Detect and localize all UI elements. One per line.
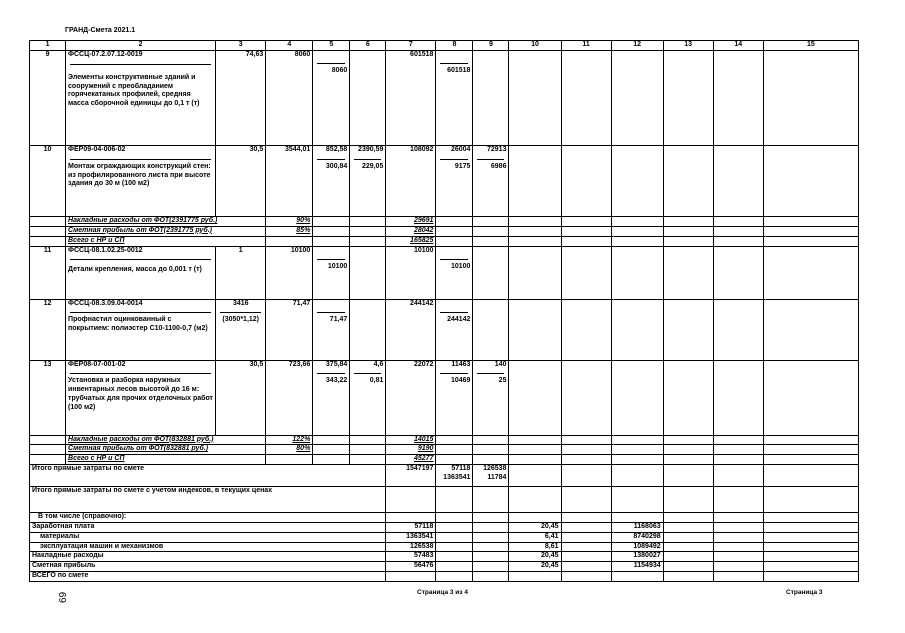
quantity: 74,63 xyxy=(216,51,266,146)
subtotal-value: 165825 xyxy=(386,236,436,246)
grand-total-index xyxy=(509,572,561,582)
col-header: 10 xyxy=(509,41,561,51)
summary-label: Накладные расходы xyxy=(30,552,386,562)
value-col6: 4,6 xyxy=(373,360,384,368)
col-header: 9 xyxy=(473,41,509,51)
total-col8-b: 1363541 xyxy=(443,473,471,481)
including-label: В том числе (справочно): xyxy=(30,513,386,523)
value-col5: 852,58 xyxy=(325,146,348,153)
col-header: 5 xyxy=(313,41,350,51)
overhead-label: Накладные расходы от ФОТ(832881 руб.) xyxy=(66,435,266,445)
value-col9: 140 xyxy=(494,360,507,368)
overhead-percent: 90% xyxy=(266,217,313,227)
item-code: ФССЦ-08.1.02.25-0012 xyxy=(68,246,143,254)
total-indexed-label: Итого прямые затраты по смете с учетом индексов, в текущих ценах xyxy=(30,487,386,513)
value-col9: 72913 xyxy=(487,146,507,153)
value-col8: 26004 xyxy=(450,146,471,153)
col-header: 13 xyxy=(663,41,713,51)
col-header: 7 xyxy=(386,41,436,51)
subtotal-row xyxy=(30,236,859,246)
overhead-percent: 122% xyxy=(266,435,313,445)
estimate-table xyxy=(29,40,859,582)
profit-value: 9190 xyxy=(386,445,436,455)
profit-row xyxy=(30,445,859,455)
table-row xyxy=(30,146,859,217)
unit-price: 10100 xyxy=(266,246,313,299)
subtotal-label: Всего с НР и СП xyxy=(66,236,266,246)
column-number-row xyxy=(30,41,859,51)
value-col6-b: 229,05 xyxy=(361,162,384,170)
grand-total-row xyxy=(30,572,859,582)
item-code: ФЕР08-07-001-02 xyxy=(68,360,126,368)
unit-price: 3544,01 xyxy=(266,146,313,217)
summary-value: 126538 xyxy=(386,542,436,552)
subtotal-value: 45277 xyxy=(386,455,436,465)
item-cell xyxy=(66,246,216,299)
summary-current-price: 1380027 xyxy=(611,552,663,562)
value-col8-b: 10469 xyxy=(450,377,471,385)
value-col5-b: 343,22 xyxy=(325,377,348,385)
summary-row xyxy=(30,542,859,552)
value-col9-b: 6986 xyxy=(490,162,507,170)
col-header: 1 xyxy=(30,41,66,51)
profit-percent: 80% xyxy=(266,445,313,455)
col-header: 3 xyxy=(216,41,266,51)
item-cell xyxy=(66,51,216,146)
overhead-value: 29691 xyxy=(386,217,436,227)
unit-price: 8060 xyxy=(266,51,313,146)
summary-index: 8,61 xyxy=(509,542,561,552)
value-col7: 244142 xyxy=(386,299,436,360)
col-header: 12 xyxy=(611,41,663,51)
item-cell xyxy=(66,360,216,435)
summary-index: 20,45 xyxy=(509,522,561,532)
col-header: 11 xyxy=(561,41,611,51)
summary-value: 56476 xyxy=(386,562,436,572)
value-col8: 244142 xyxy=(447,315,471,323)
summary-value: 1363541 xyxy=(386,532,436,542)
item-code: ФССЦ-08.3.09.04-0014 xyxy=(68,299,143,307)
summary-current-price: 8740298 xyxy=(611,532,663,542)
value-col8-b: 9175 xyxy=(454,162,471,170)
row-number: 11 xyxy=(30,246,66,299)
summary-current-price: 1168063 xyxy=(611,522,663,532)
unit-price: 71,47 xyxy=(266,299,313,360)
table-row xyxy=(30,360,859,435)
row-number: 10 xyxy=(30,146,66,217)
summary-row xyxy=(30,562,859,572)
overhead-row xyxy=(30,435,859,445)
summary-value: 57118 xyxy=(386,522,436,532)
subtotal-label: Всего с НР и СП xyxy=(66,455,266,465)
item-name: Детали крепления, масса до 0,001 т (т) xyxy=(68,266,202,274)
quantity: 30,5 xyxy=(216,360,266,435)
col-header: 15 xyxy=(763,41,858,51)
overhead-value: 14015 xyxy=(386,435,436,445)
quantity: 30,5 xyxy=(216,146,266,217)
summary-label: Сметная прибыль xyxy=(30,562,386,572)
total-col8: 57118 xyxy=(451,465,471,473)
value-col7: 22072 xyxy=(386,360,436,435)
profit-value: 28042 xyxy=(386,226,436,236)
value-col7: 601518 xyxy=(386,51,436,146)
document-header: ГРАНД-Смета 2021.1 xyxy=(65,27,136,34)
summary-label: Заработная плата xyxy=(30,522,386,532)
summary-row xyxy=(30,522,859,532)
col-header: 4 xyxy=(266,41,313,51)
item-name: Профнастил оцинкованный с покрытием: полиэстер С10-1100-0,7 (м2) xyxy=(68,316,208,333)
row-number: 9 xyxy=(30,51,66,146)
overhead-label: Накладные расходы от ФОТ(2391775 руб.) xyxy=(66,217,266,227)
value-col8: 601518 xyxy=(447,67,471,74)
total-direct-value: 1547197 xyxy=(386,465,436,487)
item-name: Элементы конструктивные зданий и сооружений с преобладанием горячекатаных профилей, средняя масса сборочной единицы до 0,1 т (т) xyxy=(68,73,200,108)
total-direct-label: Итого прямые затраты по смете xyxy=(30,465,386,487)
item-code: ФССЦ-07.2.07.12-0019 xyxy=(68,51,143,58)
summary-current-price: 1089492 xyxy=(611,542,663,552)
page-counter: Страница 3 из 4 xyxy=(417,589,468,596)
summary-index: 6,41 xyxy=(509,532,561,542)
total-indexed-row xyxy=(30,487,859,513)
value-col9-b: 25 xyxy=(498,377,507,385)
value-col5-b: 300,84 xyxy=(325,162,348,170)
profit-label: Сметная прибыль от ФОТ(2391775 руб.) xyxy=(66,226,266,236)
total-col9-b: 11784 xyxy=(487,473,507,481)
value-col7: 108092 xyxy=(386,146,436,217)
col-header: 8 xyxy=(436,41,473,51)
row-number: 13 xyxy=(30,360,66,435)
quantity: 1 xyxy=(216,246,266,299)
grand-total-label: ВСЕГО по смете xyxy=(30,572,386,582)
including-row xyxy=(30,513,859,523)
item-name: Монтаж ограждающих конструкций стен: из профилированного листа при высоте здания до 30 м (100 м2) xyxy=(68,162,211,188)
grand-total-current-price xyxy=(611,572,663,582)
quantity-formula: (3050*1,12) xyxy=(222,316,260,324)
item-code: ФЕР09-04-006-02 xyxy=(68,146,126,153)
profit-row xyxy=(30,226,859,236)
value-col5: 8060 xyxy=(331,67,348,74)
value-col5: 10100 xyxy=(327,262,348,270)
value-col5: 375,84 xyxy=(325,360,348,368)
side-page-number: 69 xyxy=(58,591,69,603)
value-col8: 11463 xyxy=(451,360,471,368)
summary-row xyxy=(30,552,859,562)
total-direct-row xyxy=(30,465,859,487)
value-col5: 71,47 xyxy=(329,315,348,323)
item-cell xyxy=(66,299,216,360)
value-col6-b: 0,81 xyxy=(369,377,384,385)
table-row xyxy=(30,51,859,146)
summary-current-price: 1154934 xyxy=(611,562,663,572)
profit-percent: 85% xyxy=(266,226,313,236)
value-col8: 10100 xyxy=(450,262,471,270)
item-cell xyxy=(66,146,216,217)
summary-row xyxy=(30,532,859,542)
value-col6: 2390,59 xyxy=(358,146,384,153)
unit-price: 723,66 xyxy=(266,360,313,435)
summary-label: материалы xyxy=(30,532,386,542)
total-col9: 126538 xyxy=(483,465,507,473)
table-row xyxy=(30,246,859,299)
subtotal-row xyxy=(30,455,859,465)
summary-index: 20,45 xyxy=(509,552,561,562)
col-header: 2 xyxy=(66,41,216,51)
table-row xyxy=(30,299,859,360)
col-header: 6 xyxy=(350,41,386,51)
col-header: 14 xyxy=(713,41,763,51)
item-name: Установка и разборка наружных инвентарных лесов высотой до 16 м: трубчатых для прочих отделочных работ (100 м2) xyxy=(68,377,213,411)
quantity: 3416 xyxy=(232,299,249,307)
overhead-row xyxy=(30,217,859,227)
summary-label: эксплуатация машин и механизмов xyxy=(30,542,386,552)
profit-label: Сметная прибыль от ФОТ(832881 руб.) xyxy=(66,445,266,455)
summary-index: 20,45 xyxy=(509,562,561,572)
page-label: Страница 3 xyxy=(786,589,823,596)
row-number: 12 xyxy=(30,299,66,360)
value-col7: 10100 xyxy=(386,246,436,299)
summary-value: 57483 xyxy=(386,552,436,562)
grand-total-value xyxy=(386,572,436,582)
